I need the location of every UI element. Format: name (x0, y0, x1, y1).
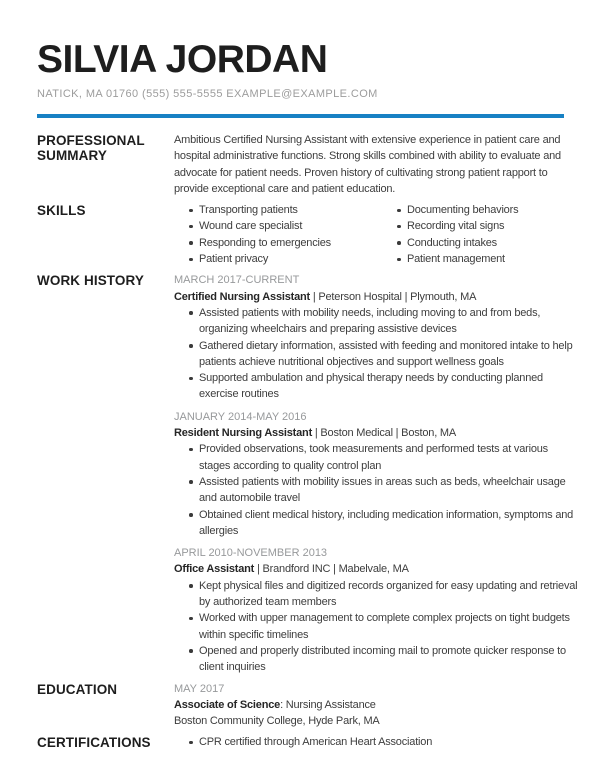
job-bullet: Opened and properly distributed incoming mail to promote quicker response to client inquiries (174, 643, 578, 676)
job-bullet-list (174, 305, 578, 403)
job-title: Resident Nursing Assistant (174, 427, 313, 440)
certifications-section-label: CERTIFICATIONS (37, 735, 151, 751)
skill-item: Transporting patients (174, 202, 382, 218)
job-bullet-list (174, 578, 578, 676)
job-company-location: | Peterson Hospital | Plymouth, MA (310, 290, 477, 303)
skill-item: Responding to emergencies (174, 235, 382, 251)
job-entry (174, 545, 578, 675)
job-bullet-list (174, 441, 578, 539)
skill-item: Wound care specialist (174, 218, 382, 234)
job-bullet: Provided observations, took measurements and performed tests at various stages according to quality control plan (174, 441, 578, 474)
section-certifications (37, 734, 578, 750)
education-section-label: EDUCATION (37, 681, 118, 697)
job-bullet: Assisted patients with mobility issues in areas such as beds, wheelchair usage and automobile travel (174, 474, 578, 507)
certifications-list (174, 734, 578, 750)
job-dates: JANUARY 2014-MAY 2016 (174, 410, 307, 423)
skills-column-1 (174, 202, 382, 267)
job-entry (174, 409, 578, 539)
education-school: Boston Community College, Hyde Park, MA (174, 715, 380, 728)
skill-item: Documenting behaviors (382, 202, 578, 218)
job-company-location: | Brandford INC | Mabelvale, MA (254, 563, 409, 576)
summary-text: Ambitious Certified Nursing Assistant with extensive experience in patient care and hospital administrative functions. Strong skills combined with ability to evaluate and advocate for patient needs. Proven history of cultivating strong patient rapport to provide exceptional care and patient education. (174, 134, 561, 195)
certification-item: CPR certified through American Heart Association (174, 734, 578, 750)
section-education (37, 681, 578, 730)
job-title: Certified Nursing Assistant (174, 290, 310, 303)
section-skills (37, 202, 578, 267)
education-degree-detail: : Nursing Assistance (280, 698, 376, 711)
skills-column-2 (382, 202, 578, 267)
job-bullet: Obtained client medical history, including medication information, symptoms and allergies (174, 507, 578, 540)
skill-item: Conducting intakes (382, 235, 578, 251)
section-work-history (37, 272, 578, 675)
section-professional-summary (37, 132, 578, 197)
job-bullet: Supported ambulation and physical therapy needs by conducting planned exercise routines (174, 370, 578, 403)
candidate-name: SILVIA JORDAN (37, 38, 328, 81)
resume-body (37, 132, 578, 751)
job-bullet: Kept physical files and digitized records organized for easy updating and retrieval by authorized team members (174, 578, 578, 611)
education-degree: Associate of Science (174, 698, 281, 711)
skill-item: Patient privacy (174, 251, 382, 267)
job-title-line (174, 289, 578, 305)
job-bullet: Gathered dietary information, assisted with feeding and monitored intake to help patients achieve nutritional objectives and support wellness goals (174, 338, 578, 371)
work-history-section-label: WORK HISTORY (37, 273, 144, 289)
job-bullet: Assisted patients with mobility needs, including moving to and from beds, organizing wheelchairs and preparing assistive devices (174, 305, 578, 338)
skills-columns (174, 202, 578, 267)
job-dates: MARCH 2017-CURRENT (174, 274, 300, 287)
skills-section-label: SKILLS (37, 203, 86, 219)
job-title-line (174, 561, 578, 577)
job-bullet: Worked with upper management to complete complex projects on tight budgets within specific timelines (174, 610, 578, 643)
contact-line: NATICK, MA 01760 (555) 555-5555 EXAMPLE@EXAMPLE.COM (37, 88, 378, 100)
skill-item: Recording vital signs (382, 218, 578, 234)
job-dates: APRIL 2010-NOVEMBER 2013 (174, 547, 328, 560)
education-dates: MAY 2017 (174, 682, 225, 695)
summary-section-label: PROFESSIONAL SUMMARY (37, 133, 145, 163)
accent-divider (37, 114, 564, 118)
job-entry (174, 272, 578, 402)
education-degree-line (174, 697, 578, 713)
job-title-line (174, 425, 578, 441)
job-title: Office Assistant (174, 563, 255, 576)
skill-item: Patient management (382, 251, 578, 267)
resume-header (37, 40, 578, 118)
job-company-location: | Boston Medical | Boston, MA (312, 427, 457, 440)
